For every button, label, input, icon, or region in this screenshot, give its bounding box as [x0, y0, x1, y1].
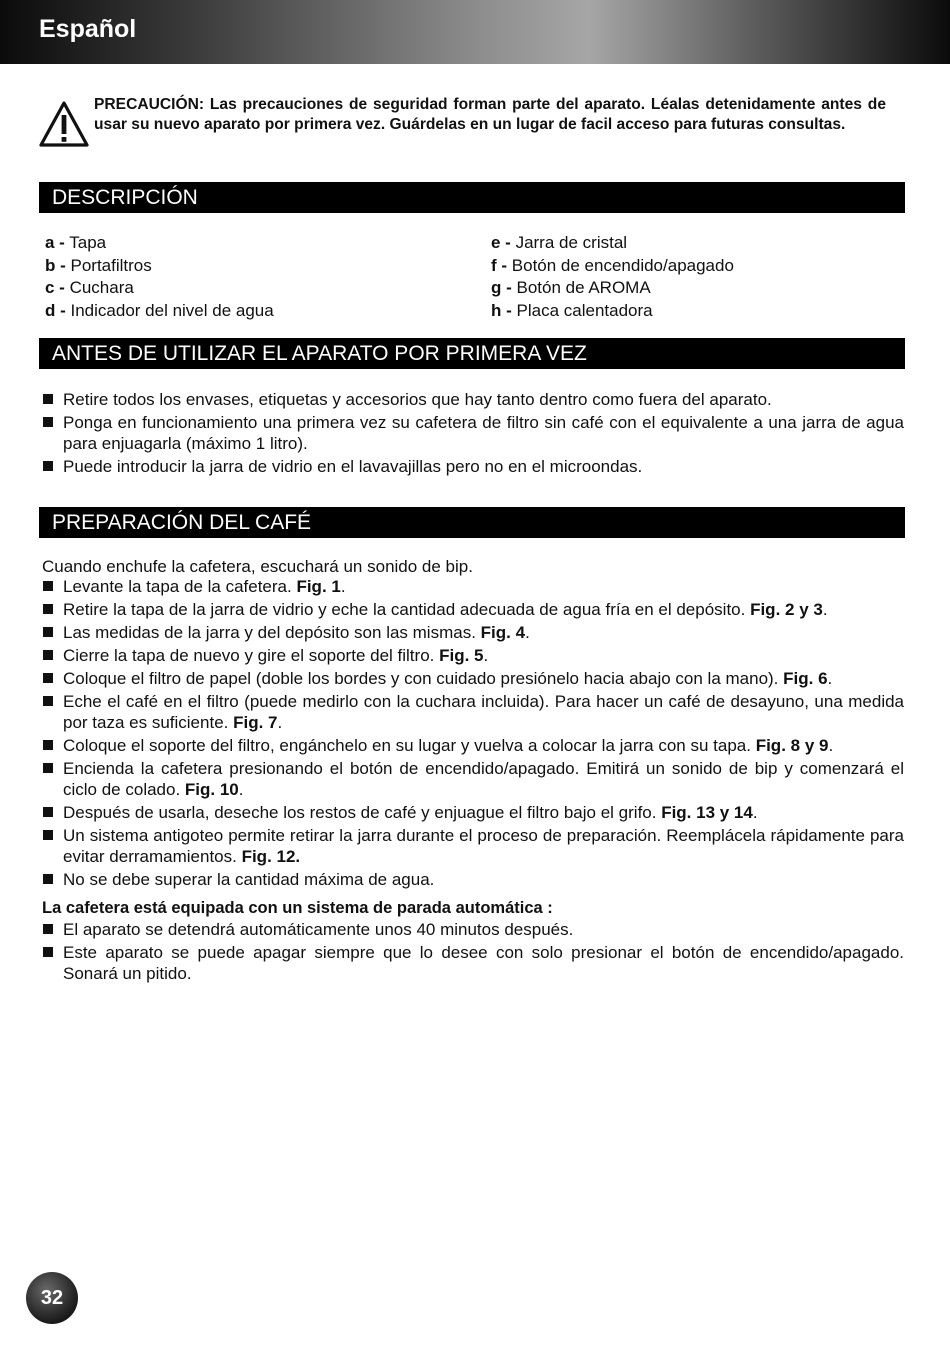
list-item: Puede introducir la jarra de vidrio en el lavavajillas pero no en el microondas.	[42, 456, 904, 477]
list-item: Encienda la cafetera presionando el botón de encendido/apagado. Emitirá un sonido de bip y comenzará el ciclo de colado. Fig. 10.	[42, 758, 904, 800]
bullet-square-icon	[43, 394, 53, 404]
list-item: Coloque el filtro de papel (doble los bordes y con cuidado presiónelo hacia abajo con la mano). Fig. 6.	[42, 668, 904, 689]
list-item: Retire todos los envases, etiquetas y accesorios que hay tanto dentro como fuera del aparato.	[42, 389, 904, 410]
section-title: ANTES DE UTILIZAR EL APARATO POR PRIMERA VEZ	[52, 342, 587, 365]
section-header-preparacion	[39, 507, 905, 538]
language-title: Español	[39, 15, 137, 43]
part-item: g - Botón de AROMA	[491, 278, 651, 298]
intro-text: Cuando enchufe la cafetera, escuchará un sonido de bip.	[42, 557, 473, 576]
part-item: e - Jarra de cristal	[491, 233, 628, 252]
caution-text	[94, 95, 886, 134]
parts-list-right	[491, 232, 734, 323]
section-title: DESCRIPCIÓN	[52, 186, 198, 209]
bullet-square-icon	[43, 830, 53, 840]
section-header-descripcion	[39, 182, 905, 213]
auto-stop-list	[42, 919, 904, 986]
part-item: a - Tapa	[45, 233, 107, 252]
caution-label: PRECAUCIÓN:	[94, 96, 205, 113]
list-item: No se debe superar la cantidad máxima de agua.	[42, 869, 904, 890]
bullet-square-icon	[43, 874, 53, 884]
bullet-square-icon	[43, 604, 53, 614]
part-item: d - Indicador del nivel de agua	[45, 301, 274, 321]
bullet-square-icon	[43, 417, 53, 427]
list-item: Ponga en funcionamiento una primera vez su cafetera de filtro sin café con el equivalente a una jarra de agua para enjuagarla (máximo 1 litro).	[42, 412, 904, 454]
bullet-square-icon	[43, 947, 53, 957]
bullet-square-icon	[43, 627, 53, 637]
part-item: f - Botón de encendido/apagado	[491, 255, 734, 275]
list-item: Las medidas de la jarra y del depósito son las mismas. Fig. 4.	[42, 622, 904, 643]
bullet-square-icon	[43, 581, 53, 591]
section-title: PREPARACIÓN DEL CAFÉ	[52, 511, 312, 534]
bullet-square-icon	[43, 807, 53, 817]
list-item: El aparato se detendrá automáticamente unos 40 minutos después.	[42, 919, 904, 940]
part-item: h - Placa calentadora	[491, 301, 653, 321]
bullet-square-icon	[43, 461, 53, 471]
bullet-square-icon	[43, 924, 53, 934]
language-banner	[0, 0, 950, 64]
caution-body: Las precauciones de seguridad forman parte del aparato. Léalas detenidamente antes de usar su nuevo aparato por primera vez. Guárdelas en un lugar de facil acceso para futuras consultas.	[94, 96, 886, 133]
part-item: c - Cuchara	[45, 278, 134, 298]
antes-list	[42, 389, 904, 479]
list-item: Eche el café en el filtro (puede medirlo con la cuchara incluida). Para hacer un café de desayuno, una medida por taza es suficiente. Fig. 7.	[42, 691, 904, 733]
part-item: b - Portafiltros	[45, 255, 152, 275]
auto-stop-heading: La cafetera está equipada con un sistema de parada automática :	[42, 899, 553, 917]
section-header-antes	[39, 338, 905, 369]
list-item: Retire la tapa de la jarra de vidrio y eche la cantidad adecuada de agua fría en el depósito. Fig. 2 y 3.	[42, 599, 904, 620]
parts-list-left	[45, 232, 274, 323]
preparacion-list	[42, 576, 904, 892]
list-item: Después de usarla, deseche los restos de café y enjuague el filtro bajo el grifo. Fig. 13 y 14.	[42, 802, 904, 823]
list-item: Coloque el soporte del filtro, engánchelo en su lugar y vuelva a colocar la jarra con su tapa. Fig. 8 y 9.	[42, 735, 904, 756]
page-number: 32	[26, 1272, 78, 1324]
list-item: Cierre la tapa de nuevo y gire el soporte del filtro. Fig. 5.	[42, 645, 904, 666]
list-item: Levante la tapa de la cafetera. Fig. 1.	[42, 576, 904, 597]
bullet-square-icon	[43, 740, 53, 750]
bullet-square-icon	[43, 696, 53, 706]
list-item: Un sistema antigoteo permite retirar la jarra durante el proceso de preparación. Reemplácela rápidamente para evitar derramamientos. Fig. 12.	[42, 825, 904, 867]
bullet-square-icon	[43, 650, 53, 660]
list-item: Este aparato se puede apagar siempre que lo desee con solo presionar el botón de encendido/apagado. Sonará un pitido.	[42, 942, 904, 984]
bullet-square-icon	[43, 763, 53, 773]
bullet-square-icon	[43, 673, 53, 683]
warning-triangle-icon	[38, 100, 90, 148]
